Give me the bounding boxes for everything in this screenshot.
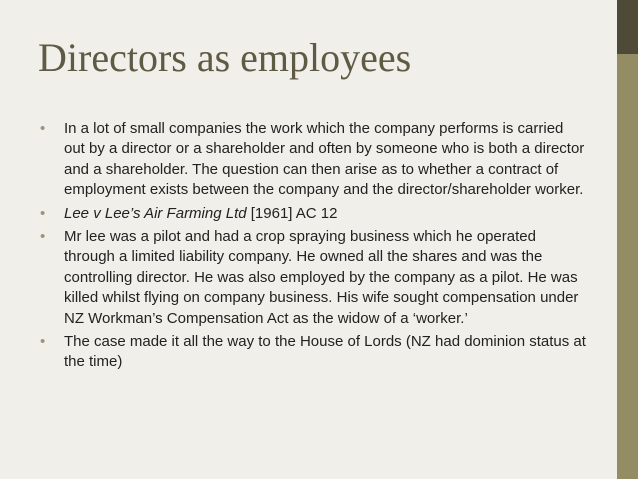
- bullet-item: [40, 119, 588, 201]
- case-name: Lee v Lee’s Air Farming Ltd: [64, 204, 247, 222]
- bullet-text: Mr lee was a pilot and had a crop spraying business which he operated through a limited liability company. He owned all the shares and was the controlling director. He was also employed by the company as a pilot. He was killed whilst flying on company business. His wife sought compensation under NZ Workman’s Compensation Act as the widow of a ‘worker.’: [64, 228, 579, 327]
- bullet-item: [40, 204, 588, 224]
- bullet-dot-icon: •: [40, 228, 46, 246]
- slide-title: Directors as employees: [38, 35, 412, 80]
- bullet-item: [40, 332, 588, 373]
- bullet-item: [40, 227, 588, 329]
- bullet-dot-icon: •: [40, 333, 46, 351]
- bullet-dot-icon: •: [40, 120, 46, 137]
- bullet-text: In a lot of small companies the work which the company performs is carried out by a director or a shareholder and often by someone who is both a director and a shareholder. The question can then arise as to whether a contract of employment exists between the company and the director/shareholder worker.: [64, 120, 585, 199]
- case-citation: [1961] AC 12: [246, 204, 338, 222]
- decorative-side-bar: [617, 0, 638, 479]
- bullet-text: The case made it all the way to the House of Lords (NZ had dominion status at the time): [64, 333, 586, 371]
- bullet-list: [40, 119, 588, 376]
- bullet-dot-icon: •: [40, 204, 46, 222]
- decorative-side-bar-top: [617, 0, 638, 54]
